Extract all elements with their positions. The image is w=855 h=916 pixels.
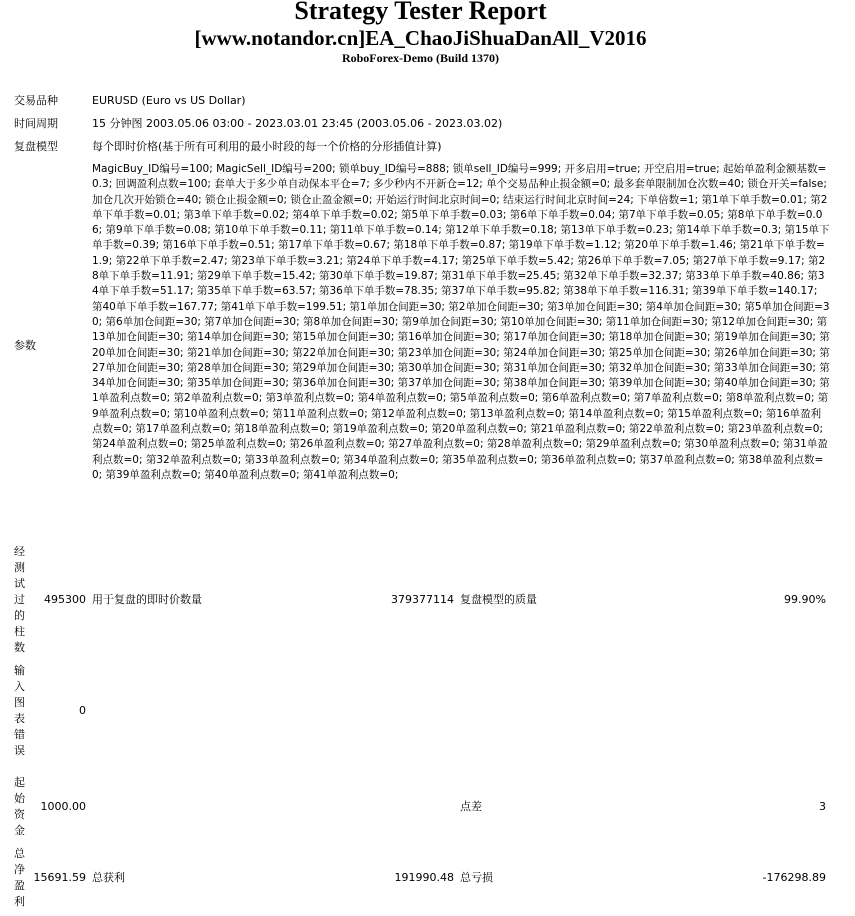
symbol-value: EURUSD (Euro vs US Dollar) bbox=[92, 94, 246, 107]
netprofit-label: 总净盈利 bbox=[14, 847, 25, 908]
spread-label: 点差 bbox=[460, 800, 482, 813]
grossloss-label: 总亏损 bbox=[460, 871, 493, 884]
report-title: Strategy Tester Report bbox=[294, 0, 547, 25]
symbol-label: 交易品种 bbox=[14, 94, 58, 107]
report-server: RoboForex-Demo (Build 1370) bbox=[341, 51, 500, 65]
grossprofit-value: 191990.48 bbox=[394, 871, 454, 884]
period-value: 15 分钟图 2003.05.06 03:00 - 2023.03.01 23:45 (2003.05.06 - 2023.03.02) bbox=[92, 117, 503, 130]
period-label: 时间周期 bbox=[14, 117, 58, 130]
model-label: 复盘模型 bbox=[14, 140, 58, 153]
params-value: MagicBuy_ID编号=100; MagicSell_ID编号=200; 锁单buy_ID编号=888; 锁单sell_ID编号=999; 开多启用=true; 开空启用=true; 起始单盈利金额基数=0.3; 回调盈利点数=100; 套单大于多少单自动保本平仓=7; 多少秒内不开新仓=12; 单个交易品种止损金额=0; 最多套单限制加仓次数=40; 锁仓开关=false; 加仓几次开始锁仓=40; 锁仓止损金额=0; 锁仓止盈金额=0; 开始运行时间北京时间=0; 结束运行时间北京时间=24; 下单倍数=1; 第1单下单手数=0.01; 第2单下单手数=0.01; 第3单下单手数=0.02; 第4单下单手数=0.02; 第5单下单手数=0.03; 第6单下单手数=0.04; 第7单下单手数=0.05; 第8单下单手数=0.06; 第9单下单手数=0.08; 第10单下单手数=0.11; 第11单下单手数=0.14; 第12单下单手数=0.18; 第13单下单手数=0.23; 第14单下单手数=0.3; 第15单下单手数=0.39; 第16单下单手数=0.51; 第17单下单手数=0.67; 第18单下单手数=0.87; 第19单下单手数=1.12; 第20单下单手数=1.46; 第21单下单手数=1.9; 第22单下单手数=2.47; 第23单下单手数=3.21; 第24单下单手数=4.17; 第25单下单手数=5.42; 第26单下单手数=7.05; 第27单下单手数=9.17; 第28单下单手数=11.91; 第29单下单手数=15.42; 第30单下单手数=19.87; 第31单下单手数=25.45; 第32单下单手数=32.37; 第33单下单手数=40.86; 第34单下单手数=51.17; 第35单下单手数=63.57; 第36单下单手数=78.35; 第37单下单手数=95.82; 第38单下单手数=116.31; 第39单下单手数=140.17; 第40单下单手数=167.77; 第41单下单手数=199.51; 第1单加仓间距=30; 第2单加仓间距=30; 第3单加仓间距=30; 第4单加仓间距=30; 第5单加仓间距=30; 第6单加仓间距=30; 第7单加仓间距=30; 第8单加仓间距=30; 第9单加仓间距=30; 第10单加仓间距=30; 第11单加仓间距=30; 第12单加仓间距=30; 第13单加仓间距=30; 第14单加仓间距=30; 第15单加仓间距=30; 第16单加仓间距=30; 第17单加仓间距=30; 第18单加仓间距=30; 第19单加仓间距=30; 第20单加仓间距=30; 第21单加仓间距=30; 第22单加仓间距=30; 第23单加仓间距=30; 第24单加仓间距=30; 第25单加仓间距=30; 第26单加仓间距=30; 第27单加仓间距=30; 第28单加仓间距=30; 第29单加仓间距=30; 第30单加仓间距=30; 第31单加仓间距=30; 第32单加仓间距=30; 第33单加仓间距=30; 第34单加仓间距=30; 第35单加仓间距=30; 第36单加仓间距=30; 第37单加仓间距=30; 第38单加仓间距=30; 第39单加仓间距=30; 第40单加仓间距=30; 第1单盈利点数=0; 第2单盈利点数=0; 第3单盈利点数=0; 第4单盈利点数=0; 第5单盈利点数=0; 第6单盈利点数=0; 第7单盈利点数=0; 第8单盈利点数=0; 第9单盈利点数=0; 第10单盈利点数=0; 第11单盈利点数=0; 第12单盈利点数=0; 第13单盈利点数=0; 第14单盈利点数=0; 第15单盈利点数=0; 第16单盈利点数=0; 第17单盈利点数=0; 第18单盈利点数=0; 第19单盈利点数=0; 第20单盈利点数=0; 第21单盈利点数=0; 第22单盈利点数=0; 第23单盈利点数=0; 第24单盈利点数=0; 第25单盈利点数=0; 第26单盈利点数=0; 第27单盈利点数=0; 第28单盈利点数=0; 第29单盈利点数=0; 第30单盈利点数=0; 第31单盈利点数=0; 第32单盈利点数=0; 第33单盈利点数=0; 第34单盈利点数=0; 第35单盈利点数=0; 第36单盈利点数=0; 第37单盈利点数=0; 第38单盈利点数=0; 第39单盈利点数=0; 第40单盈利点数=0; 第41单盈利点数=0; bbox=[92, 163, 830, 481]
errors-value: 0 bbox=[79, 704, 86, 717]
deposit-label: 起始资金 bbox=[14, 776, 25, 837]
bars-value: 495300 bbox=[44, 593, 86, 606]
params-label: 参数 bbox=[14, 339, 36, 352]
netprofit-value: 15691.59 bbox=[33, 871, 86, 884]
report-subtitle: [www.notandor.cn]EA_ChaoJiShuaDanAll_V2016 bbox=[194, 26, 647, 50]
grossloss-value: -176298.89 bbox=[762, 871, 826, 884]
errors-label: 输入图表错误 bbox=[14, 664, 25, 757]
quality-value: 99.90% bbox=[784, 593, 826, 606]
model-value: 每个即时价格(基于所有可利用的最小时段的每一个价格的分形插值计算) bbox=[92, 140, 442, 153]
grossprofit-label: 总获利 bbox=[92, 871, 125, 884]
deposit-value: 1000.00 bbox=[40, 800, 86, 813]
ticks-value: 379377114 bbox=[391, 593, 454, 606]
spread-value: 3 bbox=[819, 800, 826, 813]
quality-label: 复盘模型的质量 bbox=[460, 593, 537, 606]
ticks-label: 用于复盘的即时价数量 bbox=[92, 593, 202, 606]
bars-label: 经测试过的柱数 bbox=[14, 545, 25, 654]
